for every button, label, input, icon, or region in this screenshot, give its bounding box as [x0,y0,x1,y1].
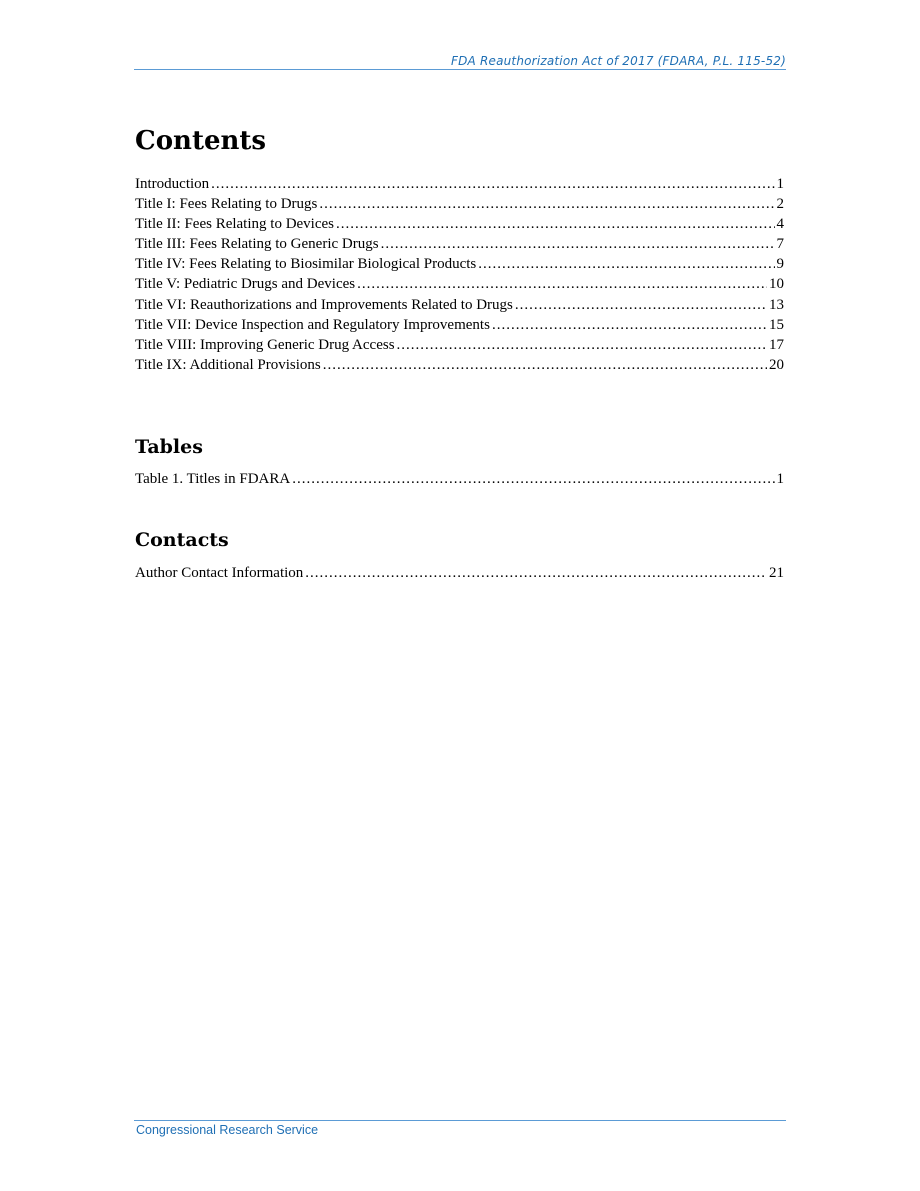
toc-entry-page: 1 [776,176,784,192]
leader-dots [211,174,774,194]
toc-entry-title-9[interactable] [135,355,784,375]
running-header: FDA Reauthorization Act of 2017 (FDARA, P.L. 115-52) [450,54,786,68]
toc-entry-title-1[interactable] [135,194,784,214]
contacts-title: Contacts [135,529,229,551]
toc-entry-introduction[interactable] [135,174,784,194]
leader-dots [319,194,774,214]
toc-entry-label: Title III: Fees Relating to Generic Drugs [135,236,379,253]
toc-entry-page: 13 [769,296,784,313]
toc-entry-title-6[interactable] [135,295,784,315]
toc-entry-label: Title II: Fees Relating to Devices [135,216,334,233]
toc-entry-label: Title V: Pediatric Drugs and Devices [135,276,356,293]
footer-text: Congressional Research Service [136,1123,319,1137]
contents-title: Contents [135,126,267,156]
toc-entry-label: Title IV: Fees Relating to Biosimilar Biological Products [135,256,477,273]
toc-entry-author-contact[interactable] [135,563,784,583]
toc-entry-page: 17 [769,336,784,353]
toc-entry-label: Title VIII: Improving Generic Drug Access [135,336,395,353]
footer-rule [134,1120,786,1121]
toc-entry-title-7[interactable] [135,315,784,335]
toc-entry-label: Introduction [135,176,210,192]
leader-dots [292,469,774,489]
toc-entry-label: Title VI: Reauthorizations and Improvements Related to Drugs [135,296,513,313]
toc-entry-page: 9 [776,256,784,273]
leader-dots [478,254,774,274]
tables-title: Tables [135,436,203,458]
toc-entry-title-4[interactable] [135,254,784,274]
leader-dots [381,234,775,254]
toc-entry-label: Table 1. Titles in FDARA [135,471,291,487]
toc-entry-label: Title IX: Additional Provisions [135,356,321,373]
toc-entry-title-5[interactable] [135,274,784,294]
leader-dots [515,295,767,315]
toc-entry-page: 1 [776,471,784,487]
leader-dots [336,214,775,234]
toc-entry-label: Author Contact Information [135,565,304,581]
toc-entry-label: Title VII: Device Inspection and Regulatory Improvements [135,316,490,333]
toc-entry-table-1[interactable] [135,469,784,489]
header-rule [134,69,786,70]
toc-entry-title-2[interactable] [135,214,784,234]
leader-dots [305,563,767,583]
toc-entry-title-3[interactable] [135,234,784,254]
toc-entry-page: 20 [769,356,784,373]
leader-dots [357,274,767,294]
leader-dots [492,315,767,335]
toc-entry-page: 7 [776,236,784,253]
toc-entry-page: 15 [769,316,784,333]
toc-entry-page: 21 [769,565,784,581]
leader-dots [323,355,767,375]
toc-entry-page: 2 [776,196,784,213]
toc-entry-page: 10 [769,276,784,293]
contacts-list [135,563,784,583]
toc-entry-page: 4 [776,216,784,233]
toc-entry-title-8[interactable] [135,335,784,355]
leader-dots [397,335,767,355]
toc-entry-label: Title I: Fees Relating to Drugs [135,196,318,213]
tables-list [135,469,784,489]
contents-list [135,174,784,375]
